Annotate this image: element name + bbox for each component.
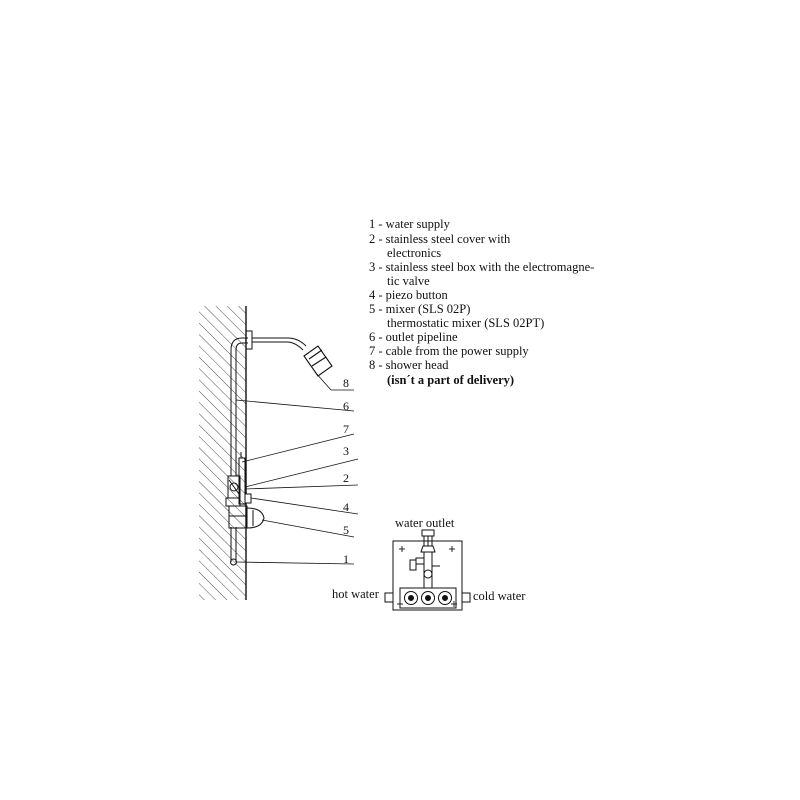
hot-water-inlet	[385, 593, 393, 602]
callout-7: 7	[343, 422, 349, 436]
piezo-button	[245, 494, 251, 503]
legend-item-1: 1 - water supply	[369, 217, 450, 231]
mixer-detail-labels	[332, 516, 526, 603]
bottom-fittings	[400, 588, 456, 608]
legend	[369, 217, 594, 387]
water-outlet-label: water outlet	[395, 516, 455, 530]
valve-stack	[410, 552, 440, 588]
cold-water-label: cold water	[473, 589, 526, 603]
callout-3: 3	[343, 444, 349, 458]
shower-arm	[246, 331, 306, 350]
legend-item-5-cont: thermostatic mixer (SLS 02PT)	[387, 316, 545, 330]
legend-item-7: 7 - cable from the power supply	[369, 344, 529, 358]
callout-2: 2	[343, 471, 349, 485]
legend-item-6: 6 - outlet pipeline	[369, 330, 458, 344]
legend-item-3: 3 - stainless steel box with the electromagne-	[369, 260, 595, 274]
callout-4: 4	[343, 500, 349, 514]
legend-item-5: 5 - mixer (SLS 02P)	[369, 302, 471, 316]
shower-head	[304, 346, 332, 376]
legend-item-3-cont: tic valve	[387, 274, 430, 288]
callout-6: 6	[343, 399, 349, 413]
callout-5: 5	[343, 523, 349, 537]
legend-item-2: 2 - stainless steel cover with	[369, 232, 511, 246]
cold-water-inlet	[462, 593, 470, 602]
callout-8: 8	[343, 376, 349, 390]
legend-note: (isn´t a part of delivery)	[387, 373, 515, 387]
mixer-detail	[385, 530, 470, 610]
leader-lines	[236, 372, 358, 564]
legend-item-2-cont: electronics	[387, 246, 442, 260]
hot-water-label: hot water	[332, 587, 379, 601]
callout-numbers	[343, 376, 349, 566]
callout-1: 1	[343, 552, 349, 566]
wall	[199, 306, 246, 600]
legend-item-4: 4 - piezo button	[369, 288, 448, 302]
legend-item-8: 8 - shower head	[369, 358, 449, 372]
